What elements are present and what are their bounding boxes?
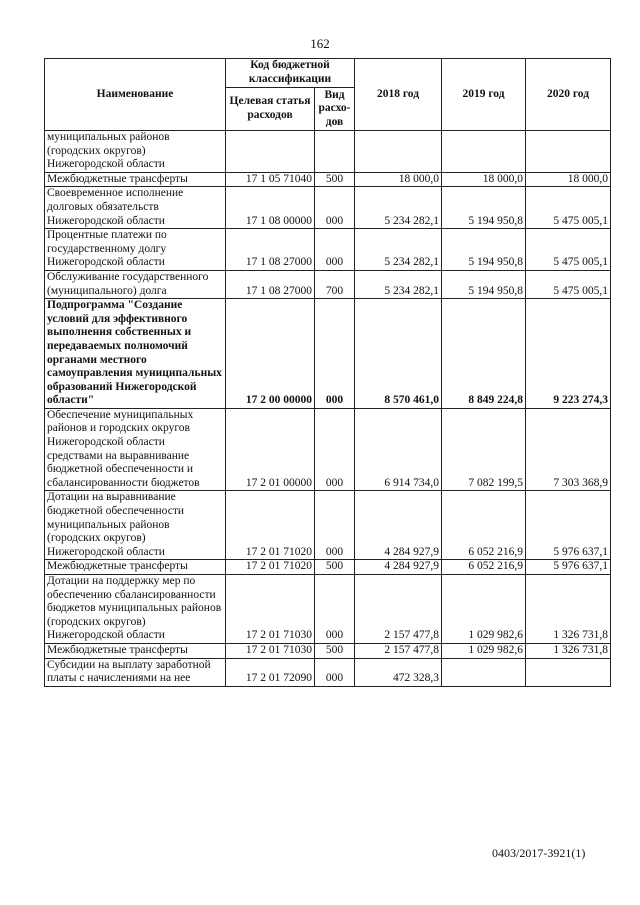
row-name: Дотации на выравнивание бюджетной обеспеченности муниципальных районов (городских округов) Нижегородской области: [45, 491, 226, 560]
table-row: [45, 658, 611, 686]
row-value-2020: 5 475 005,1: [526, 229, 611, 271]
row-expense-type: 000: [315, 299, 355, 409]
header-2019: 2019 год: [442, 59, 526, 131]
row-expense-type: 000: [315, 575, 355, 644]
row-target-code: 17 1 08 27000: [226, 270, 315, 298]
row-expense-type: 700: [315, 270, 355, 298]
row-target-code: [226, 131, 315, 173]
row-value-2019: 5 194 950,8: [442, 229, 526, 271]
table-row: [45, 299, 611, 409]
row-expense-type: 000: [315, 408, 355, 491]
row-value-2019: 1 029 982,6: [442, 575, 526, 644]
table-row: [45, 408, 611, 491]
row-name: Процентные платежи по государственному долгу Нижегородской области: [45, 229, 226, 271]
row-value-2019: 6 052 216,9: [442, 560, 526, 575]
row-target-code: 17 2 01 71030: [226, 575, 315, 644]
row-value-2020: 7 303 368,9: [526, 408, 611, 491]
budget-table: [44, 58, 611, 687]
header-2020: 2020 год: [526, 59, 611, 131]
table-row: [45, 187, 611, 229]
row-value-2020: 1 326 731,8: [526, 643, 611, 658]
row-value-2020: [526, 131, 611, 173]
table-row: [45, 643, 611, 658]
row-name: Дотации на поддержку мер по обеспечению сбалансированности бюджетов муниципальных районов (городских округов) Нижегородской области: [45, 575, 226, 644]
row-name: Обеспечение муниципальных районов и городских округов Нижегородской области средствами на выравнивание бюджетной обеспеченности и сбалансированности бюджетов: [45, 408, 226, 491]
row-name: Межбюджетные трансферты: [45, 172, 226, 187]
row-value-2020: 5 475 005,1: [526, 187, 611, 229]
document-code: 0403/2017-3921(1): [492, 846, 586, 860]
row-name: Межбюджетные трансферты: [45, 643, 226, 658]
row-target-code: 17 2 00 00000: [226, 299, 315, 409]
row-value-2018: 6 914 734,0: [355, 408, 442, 491]
row-value-2020: 9 223 274,3: [526, 299, 611, 409]
header-2018: 2018 год: [355, 59, 442, 131]
row-name: Обслуживание государственного (муниципального) долга: [45, 270, 226, 298]
header-target: Целевая статья расходов: [226, 88, 315, 131]
row-target-code: 17 2 01 71020: [226, 491, 315, 560]
row-expense-type: [315, 131, 355, 173]
row-value-2018: 18 000,0: [355, 172, 442, 187]
table-row: [45, 560, 611, 575]
row-value-2018: 2 157 477,8: [355, 643, 442, 658]
row-target-code: 17 2 01 71030: [226, 643, 315, 658]
row-value-2018: 5 234 282,1: [355, 270, 442, 298]
row-expense-type: 500: [315, 643, 355, 658]
row-value-2018: 4 284 927,9: [355, 560, 442, 575]
row-value-2020: [526, 658, 611, 686]
row-expense-type: 500: [315, 560, 355, 575]
row-value-2019: 18 000,0: [442, 172, 526, 187]
row-expense-type: 000: [315, 658, 355, 686]
header-name: Наименование: [45, 59, 226, 131]
row-expense-type: 000: [315, 491, 355, 560]
row-value-2018: 2 157 477,8: [355, 575, 442, 644]
row-target-code: 17 2 01 71020: [226, 560, 315, 575]
header-code-group: Код бюджетной классификации: [226, 59, 355, 88]
row-value-2020: 5 475 005,1: [526, 270, 611, 298]
table-row: [45, 270, 611, 298]
row-value-2019: 7 082 199,5: [442, 408, 526, 491]
row-value-2019: [442, 658, 526, 686]
row-value-2018: 5 234 282,1: [355, 229, 442, 271]
table-row: [45, 575, 611, 644]
row-target-code: 17 2 01 00000: [226, 408, 315, 491]
row-value-2020: 5 976 637,1: [526, 491, 611, 560]
header-type: Вид расхо-дов: [315, 88, 355, 131]
row-target-code: 17 1 08 00000: [226, 187, 315, 229]
row-expense-type: 000: [315, 229, 355, 271]
row-target-code: 17 1 08 27000: [226, 229, 315, 271]
row-expense-type: 000: [315, 187, 355, 229]
row-target-code: 17 1 05 71040: [226, 172, 315, 187]
row-value-2019: 5 194 950,8: [442, 270, 526, 298]
row-value-2020: 5 976 637,1: [526, 560, 611, 575]
row-value-2020: 18 000,0: [526, 172, 611, 187]
row-value-2020: 1 326 731,8: [526, 575, 611, 644]
row-value-2018: 5 234 282,1: [355, 187, 442, 229]
row-value-2019: 6 052 216,9: [442, 491, 526, 560]
page-number: 162: [310, 36, 330, 51]
row-value-2019: [442, 131, 526, 173]
row-value-2019: 1 029 982,6: [442, 643, 526, 658]
row-name: Подпрограмма "Создание условий для эффективного выполнения собственных и передаваемых полномочий органами местного самоуправления муниципальных образований Нижегородской области": [45, 299, 226, 409]
table-row: [45, 491, 611, 560]
table-row: [45, 172, 611, 187]
row-value-2018: [355, 131, 442, 173]
row-target-code: 17 2 01 72090: [226, 658, 315, 686]
row-value-2019: 5 194 950,8: [442, 187, 526, 229]
row-name: Своевременное исполнение долговых обязательств Нижегородской области: [45, 187, 226, 229]
table-header: [45, 59, 611, 131]
row-value-2019: 8 849 224,8: [442, 299, 526, 409]
row-value-2018: 472 328,3: [355, 658, 442, 686]
row-expense-type: 500: [315, 172, 355, 187]
row-value-2018: 4 284 927,9: [355, 491, 442, 560]
table-row: [45, 229, 611, 271]
row-name: муниципальных районов (городских округов) Нижегородской области: [45, 131, 226, 173]
row-value-2018: 8 570 461,0: [355, 299, 442, 409]
row-name: Субсидии на выплату заработной платы с начислениями на нее: [45, 658, 226, 686]
table-row: [45, 131, 611, 173]
row-name: Межбюджетные трансферты: [45, 560, 226, 575]
table-body: [45, 131, 611, 687]
